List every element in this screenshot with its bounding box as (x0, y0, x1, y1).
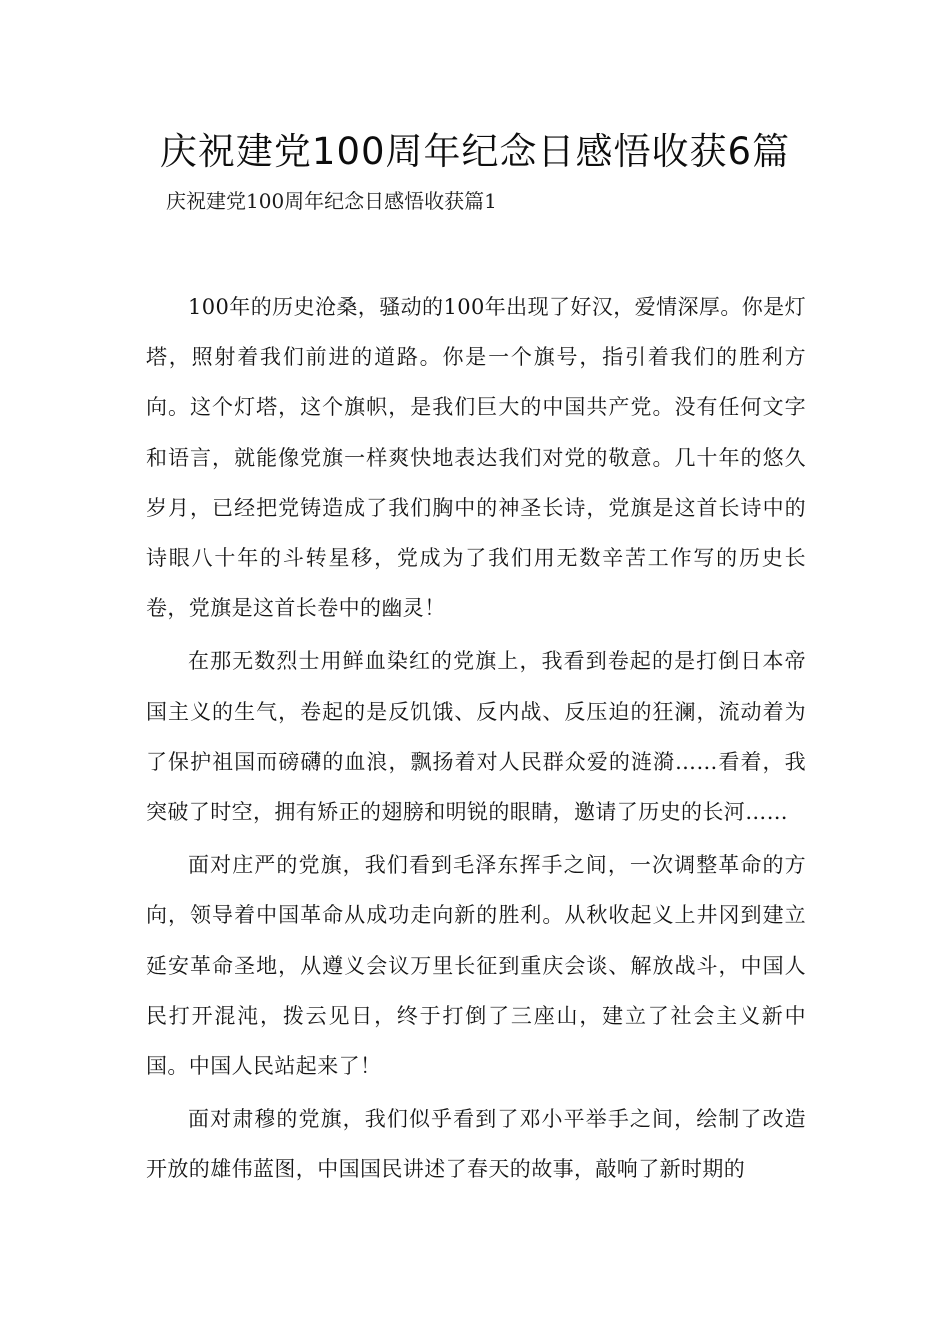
paragraph: 100年的历史沧桑，骚动的100年出现了好汉，爱情深厚。你是灯塔，照射着我们前进的道路。你是一个旗号，指引着我们的胜利方向。这个灯塔，这个旗帜，是我们巨大的中国共产党。没有任何文字和语言，就能像党旗一样爽快地表达我们对党的敬意。几十年的悠久岁月，已经把党铸造成了我们胸中的神圣长诗，党旗是这首长诗中的诗眼八十年的斗转星移，党成为了我们用无数辛苦工作写的历史长卷，党旗是这首长卷中的幽灵！ (146, 295, 806, 621)
paragraph: 面对肃穆的党旗，我们似乎看到了邓小平举手之间，绘制了改造开放的雄伟蓝图，中国国民讲述了春天的故事，敲响了新时期的 (146, 1107, 806, 1182)
document-body (146, 282, 806, 1198)
section-heading: 庆祝建党100周年纪念日感悟收获篇1 (166, 189, 497, 213)
paragraph: 面对庄严的党旗，我们看到毛泽东挥手之间，一次调整革命的方向，领导着中国革命从成功走向新的胜利。从秋收起义上井冈到建立延安革命圣地，从遵义会议万里长征到重庆会谈、解放战斗，中国人民打开混沌，拨云见日，终于打倒了三座山，建立了社会主义新中国。中国人民站起来了！ (146, 853, 806, 1079)
document-title: 庆祝建党100周年纪念日感悟收获6篇 (159, 130, 791, 173)
paragraph: 在那无数烈士用鲜血染红的党旗上，我看到卷起的是打倒日本帝国主义的生气，卷起的是反饥饿、反内战、反压迫的狂澜，流动着为了保护祖国而磅礴的血浪，飘扬着对人民群众爱的涟漪……看着，我突破了时空，拥有矫正的翅膀和明锐的眼睛，邀请了历史的长河…… (146, 649, 806, 825)
